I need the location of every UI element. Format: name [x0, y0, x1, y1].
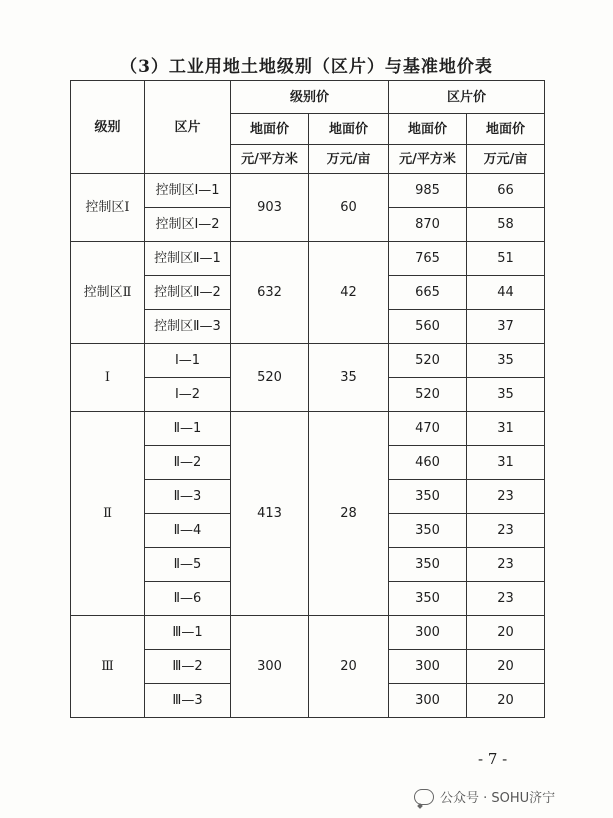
grade-price-sqm: 632 [231, 242, 309, 344]
land-price-table [70, 80, 545, 718]
watermark [414, 787, 555, 806]
zone-price-sqm: 350 [389, 480, 467, 514]
grade-cell: Ⅰ [71, 344, 145, 412]
zone-price-sqm: 300 [389, 684, 467, 718]
zone-cell: 控制区Ⅰ—1 [145, 174, 231, 208]
table-row [71, 242, 545, 276]
zone-price-sqm: 520 [389, 344, 467, 378]
zone-cell: Ⅲ—1 [145, 616, 231, 650]
zone-price-mu: 23 [467, 548, 545, 582]
zone-cell: 控制区Ⅱ—3 [145, 310, 231, 344]
zone-price-sqm: 460 [389, 446, 467, 480]
zone-price-sqm: 350 [389, 548, 467, 582]
header-land-price: 地面价 [231, 114, 309, 145]
zone-price-sqm: 985 [389, 174, 467, 208]
zone-cell: Ⅲ—3 [145, 684, 231, 718]
zone-price-sqm: 470 [389, 412, 467, 446]
zone-price-sqm: 520 [389, 378, 467, 412]
zone-price-mu: 20 [467, 616, 545, 650]
zone-price-mu: 31 [467, 412, 545, 446]
zone-price-sqm: 870 [389, 208, 467, 242]
zone-cell: Ⅱ—1 [145, 412, 231, 446]
grade-price-mu: 42 [309, 242, 389, 344]
page-title: （3）工业用地土地级别（区片）与基准地价表 [120, 57, 493, 77]
header-unit-mu: 万元/亩 [467, 145, 545, 174]
zone-price-mu: 23 [467, 480, 545, 514]
zone-cell: Ⅰ—1 [145, 344, 231, 378]
zone-price-mu: 51 [467, 242, 545, 276]
zone-cell: Ⅱ—3 [145, 480, 231, 514]
zone-price-mu: 20 [467, 650, 545, 684]
zone-cell: 控制区Ⅱ—1 [145, 242, 231, 276]
zone-price-mu: 35 [467, 378, 545, 412]
zone-cell: 控制区Ⅱ—2 [145, 276, 231, 310]
zone-price-mu: 23 [467, 582, 545, 616]
header-grade-price: 级别价 [231, 81, 389, 114]
grade-price-mu: 60 [309, 174, 389, 242]
zone-price-sqm: 765 [389, 242, 467, 276]
grade-price-sqm: 903 [231, 174, 309, 242]
grade-cell: Ⅱ [71, 412, 145, 616]
zone-price-mu: 31 [467, 446, 545, 480]
grade-cell: 控制区Ⅰ [71, 174, 145, 242]
header-unit-sqm: 元/平方米 [389, 145, 467, 174]
zone-price-mu: 23 [467, 514, 545, 548]
zone-cell: Ⅱ—5 [145, 548, 231, 582]
zone-price-sqm: 665 [389, 276, 467, 310]
zone-cell: Ⅱ—6 [145, 582, 231, 616]
zone-price-mu: 37 [467, 310, 545, 344]
table-row [71, 344, 545, 378]
zone-cell: 控制区Ⅰ—2 [145, 208, 231, 242]
grade-price-mu: 28 [309, 412, 389, 616]
zone-price-sqm: 300 [389, 616, 467, 650]
zone-cell: Ⅱ—2 [145, 446, 231, 480]
zone-cell: Ⅰ—2 [145, 378, 231, 412]
table-header [71, 81, 545, 174]
table-row [71, 174, 545, 208]
zone-price-mu: 35 [467, 344, 545, 378]
zone-cell: Ⅲ—2 [145, 650, 231, 684]
zone-price-sqm: 350 [389, 582, 467, 616]
table-body [71, 174, 545, 718]
grade-cell: Ⅲ [71, 616, 145, 718]
table-row [71, 616, 545, 650]
zone-price-mu: 58 [467, 208, 545, 242]
header-land-price: 地面价 [309, 114, 389, 145]
zone-price-mu: 66 [467, 174, 545, 208]
chat-bubble-icon [414, 789, 434, 805]
header-unit-mu: 万元/亩 [309, 145, 389, 174]
zone-price-sqm: 300 [389, 650, 467, 684]
grade-price-sqm: 520 [231, 344, 309, 412]
page-number: - 7 - [478, 750, 508, 768]
zone-price-sqm: 560 [389, 310, 467, 344]
grade-price-sqm: 413 [231, 412, 309, 616]
header-unit-sqm: 元/平方米 [231, 145, 309, 174]
table-row [71, 412, 545, 446]
grade-price-sqm: 300 [231, 616, 309, 718]
header-zone-price: 区片价 [389, 81, 545, 114]
header-zone: 区片 [145, 81, 231, 174]
zone-price-sqm: 350 [389, 514, 467, 548]
zone-price-mu: 20 [467, 684, 545, 718]
header-grade: 级别 [71, 81, 145, 174]
zone-price-mu: 44 [467, 276, 545, 310]
header-land-price: 地面价 [389, 114, 467, 145]
grade-price-mu: 35 [309, 344, 389, 412]
header-land-price: 地面价 [467, 114, 545, 145]
watermark-text: 公众号 · SOHU济宁 [440, 791, 556, 806]
zone-cell: Ⅱ—4 [145, 514, 231, 548]
grade-cell: 控制区Ⅱ [71, 242, 145, 344]
grade-price-mu: 20 [309, 616, 389, 718]
